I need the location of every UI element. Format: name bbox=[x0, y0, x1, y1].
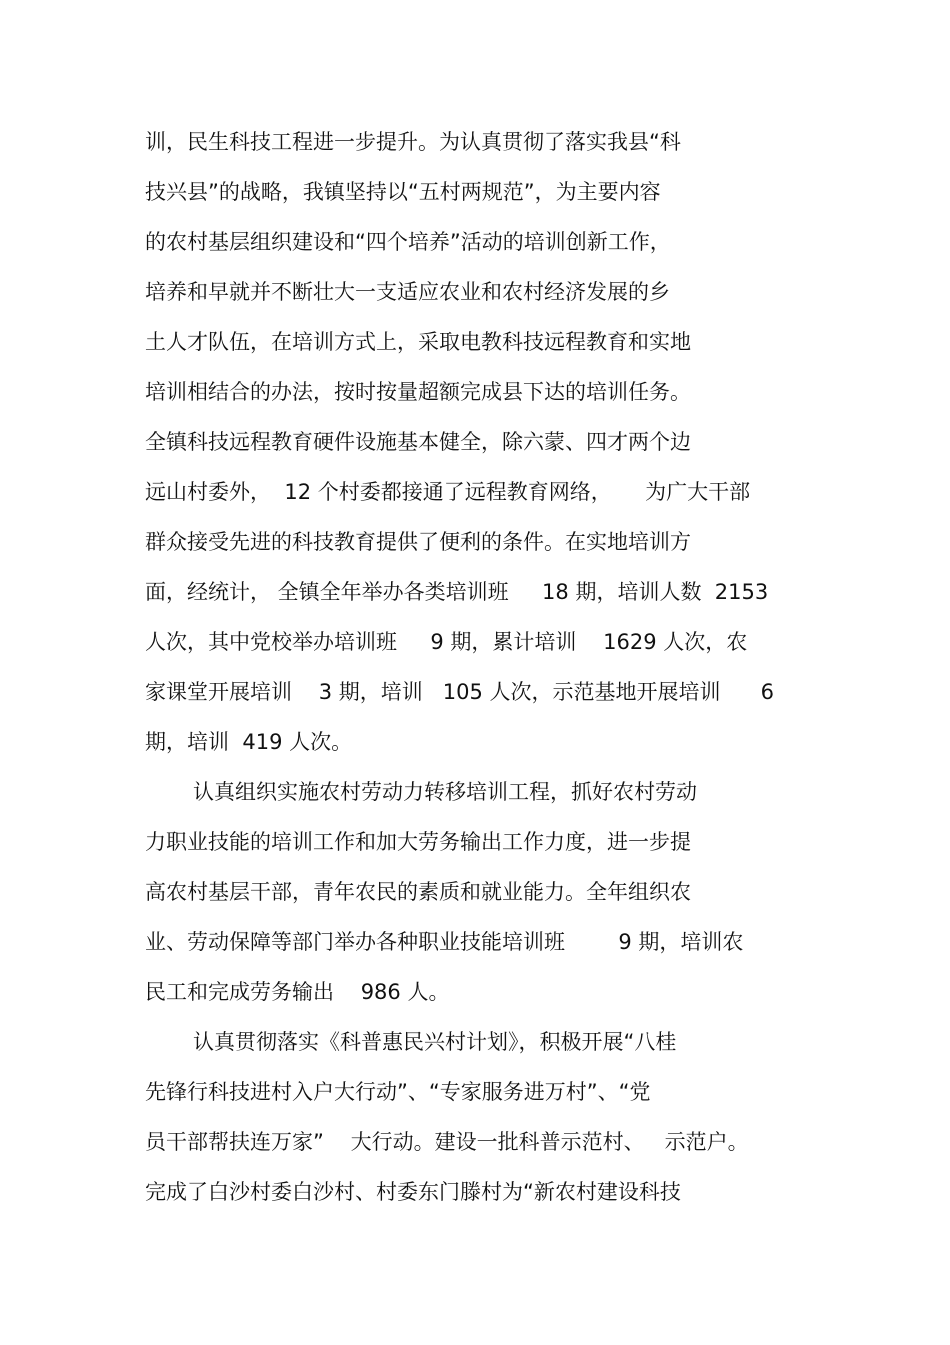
paragraph-line: 群众接受先进的科技教育提供了便利的条件。在实地培训方 bbox=[145, 530, 691, 554]
paragraph-line: 认真组织实施农村劳动力转移培训工程，抓好农村劳动 bbox=[193, 780, 697, 804]
paragraph-line: 业、劳动保障等部门举办各种职业技能培训班 9 期，培训农 bbox=[145, 930, 744, 954]
paragraph-line: 完成了白沙村委白沙村、村委东门滕村为“新农村建设科技 bbox=[145, 1180, 681, 1204]
paragraph-line: 先锋行科技进村入户大行动”、“专家服务进万村”、“党 bbox=[145, 1080, 651, 1104]
paragraph-line: 培训相结合的办法，按时按量超额完成县下达的培训任务。 bbox=[145, 380, 691, 404]
paragraph-line: 认真贯彻落实《科普惠民兴村计划》，积极开展“八桂 bbox=[193, 1030, 677, 1054]
paragraph-line: 面，经统计， 全镇全年举办各类培训班 18 期，培训人数 2153 bbox=[145, 580, 769, 604]
paragraph-line: 高农村基层干部，青年农民的素质和就业能力。全年组织农 bbox=[145, 880, 691, 904]
paragraph-line: 技兴县”的战略，我镇坚持以“五村两规范”，为主要内容 bbox=[145, 180, 661, 204]
paragraph-line: 远山村委外， 12 个村委都接通了远程教育网络， 为广大干部 bbox=[145, 480, 751, 504]
paragraph-line: 期，培训 419 人次。 bbox=[145, 730, 353, 754]
paragraph-line: 员干部帮扶连万家” 大行动。建设一批科普示范村、 示范户。 bbox=[145, 1130, 749, 1154]
paragraph-line: 民工和完成劳务输出 986 人。 bbox=[145, 980, 450, 1004]
paragraph-line: 土人才队伍，在培训方式上，采取电教科技远程教育和实地 bbox=[145, 330, 691, 354]
paragraph-line: 力职业技能的培训工作和加大劳务输出工作力度，进一步提 bbox=[145, 830, 691, 854]
paragraph-line: 家课堂开展培训 3 期，培训 105 人次，示范基地开展培训 6 bbox=[145, 680, 774, 704]
paragraph-line: 全镇科技远程教育硬件设施基本健全，除六蒙、四才两个边 bbox=[145, 430, 691, 454]
paragraph-line: 人次，其中党校举办培训班 9 期，累计培训 1629 人次，农 bbox=[145, 630, 748, 654]
paragraph-line: 培养和早就并不断壮大一支适应农业和农村经济发展的乡 bbox=[145, 280, 670, 304]
paragraph-line: 的农村基层组织建设和“四个培养”活动的培训创新工作， bbox=[145, 230, 671, 254]
paragraph-line: 训，民生科技工程进一步提升。为认真贯彻了落实我县“科 bbox=[145, 130, 681, 154]
